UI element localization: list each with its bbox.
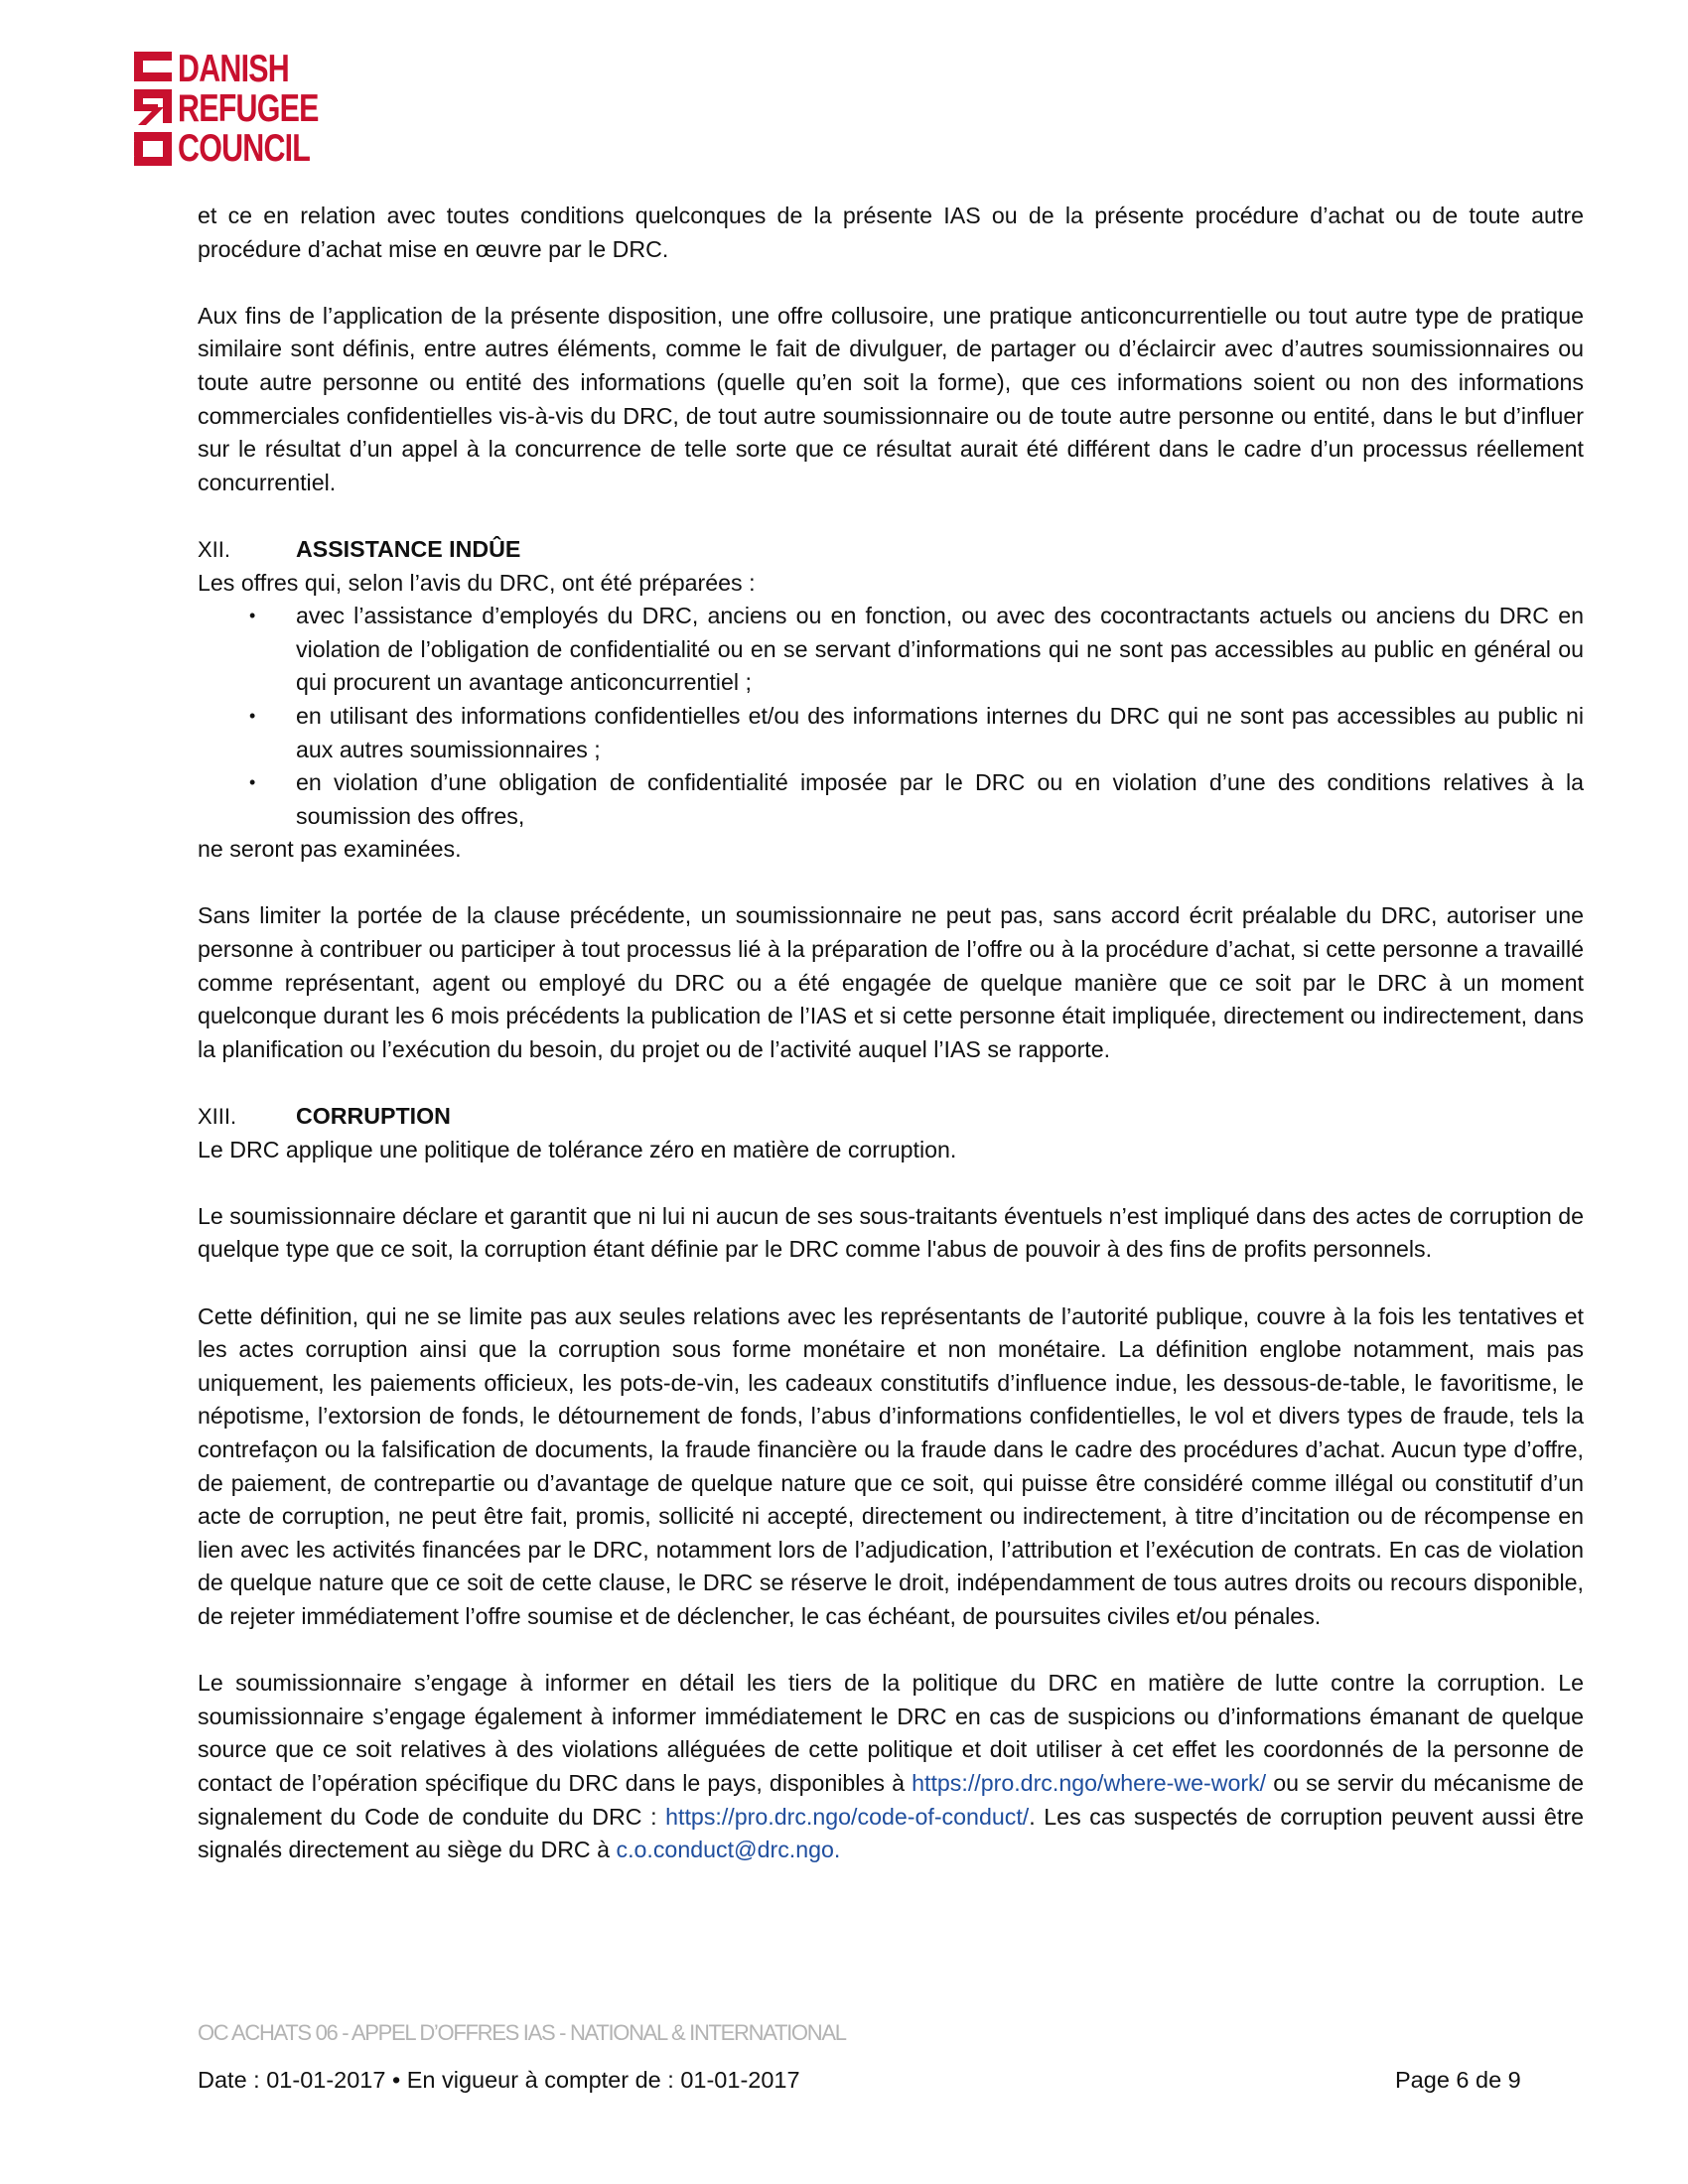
drc-logo [132,50,341,169]
paragraph: Le DRC applique une politique de tolérance zéro en matière de corruption. [198,1136,957,1162]
paragraph: Les offres qui, selon l’avis du DRC, ont été préparées : [198,569,756,596]
paragraph: Aux fins de l’application de la présente disposition, une offre collusoire, une pratique anticoncurrentielle ou tout autre type de pratique similaire sont définis, entre autres éléments, comme le fait de divulguer, de partager ou d’éclaircir avec d’autres soumissionnaires ou toute autre personne ou entité des informations (quelle qu’en soit la forme), que ces informations soient ou non des informations commerciales confidentielles vis-à-vis du DRC, de tout autre soumissionnaire ou de toute autre personne ou entité, dans le but d’influer sur le résultat d’un appel à la concurrence de telle sorte que ce résultat aurait été différent dans le cadre d’un processus réellement concurrentiel. [198,302,1584,495]
paragraph: et ce en relation avec toutes conditions quelconques de la présente IAS ou de la présente procédure d’achat ou de toute autre procédure d’achat mise en œuvre par le DRC. [198,203,1584,262]
bullet-icon: • [249,772,256,793]
document-body [198,200,1584,1900]
paragraph: ne seront pas examinées. [198,836,462,863]
paragraph: Sans limiter la portée de la clause précédente, un soumissionnaire ne peut pas, sans accord écrit préalable du DRC, autoriser une personne à contribuer ou participer à tout processus lié à la préparation de l’offre ou à la procédure d’achat, si cette personne a travaillé comme représentant, agent ou employé du DRC ou a été engagée de quelque manière que ce soit par le DRC à un moment quelconque durant les 6 mois précédents la publication de l’IAS et si cette personne était impliquée, directement ou indirectement, dans la planification ou l’exécution du besoin, du projet ou de l’activité auquel l’IAS se rapporte. [198,902,1584,1062]
paragraph: Le soumissionnaire s’engage à informer en détail les tiers de la politique du DRC en matière de lutte contre la corruption. Le soumissionnaire s’engage également à informer immédiatement le DRC en cas de suspicions ou d’informations émanant de quelque source que ce soit relatives à des violations alléguées de cette politique et doit utiliser à cet effet les coordonnés de la personne de contact de l’opération spécifique du DRC dans le pays, disponibles à https://pro.drc.ngo/where-we-work/ ou se servir du mécanisme de signalement du Code de conduite du DRC : https://pro.drc.ngo/code-of-conduct/. Les cas suspectés de corruption peuvent aussi être signalés directement au siège du DRC à c.o.conduct@drc.ngo. [198,1670,1585,1863]
footer-document-label: OC ACHATS 06 - APPEL D’OFFRES IAS - NATIONAL & INTERNATIONAL [198,2020,846,2045]
footer-date: Date : 01-01-2017 • En vigueur à compter de : 01-01-2017 [198,2067,800,2093]
section-title: CORRUPTION [296,1103,451,1130]
section-heading-xiii [198,1100,1584,1134]
footer-page-number: Page 6 de 9 [1395,2067,1521,2093]
paragraph: Le soumissionnaire déclare et garantit que ni lui ni aucun de ses sous-traitants éventuels n’est impliqué dans des actes de corruption de quelque type que ce soit, la corruption étant définie par le DRC comme l'abus de pouvoir à des fins de profits personnels. [198,1202,1584,1263]
section-number: XIII. [198,1104,237,1130]
where-we-work-link[interactable]: https://pro.drc.ngo/where-we-work/ [912,1769,1267,1796]
bullet-icon: • [249,606,256,626]
bullet-list [198,600,1584,833]
paragraph: Cette définition, qui ne se limite pas aux seules relations avec les représentants de l’autorité publique, couvre à la fois les tentatives et les actes corruption ainsi que la corruption sous forme monétaire et non monétaire. La définition englobe notamment, mais pas uniquement, les paiements officieux, les pots-de-vin, les cadeaux constitutifs d’influence indue, les dessous-de-table, le favoritisme, le népotisme, l’extorsion de fonds, le détournement de fonds, l’abus d’informations confidentielles, le vol et divers types de fraude, tels la contrefaçon ou la falsification de documents, la fraude financière ou la fraude dans le cadre des procédures d’achat. Aucun type d’offre, de paiement, de contrepartie ou d’avantage de quelque nature que ce soit, qui puisse être considéré comme illégal ou constitutif d’un acte de corruption, ne peut être fait, promis, sollicité ni accepté, directement ou indirectement, à titre d’incitation ou de récompense en lien avec les activités financées par le DRC, notamment lors de l’adjudication, l’attribution et l’exécution de contrats. En cas de violation de quelque nature que ce soit de cette clause, le DRC se réserve le droit, indépendamment de tous autres droits ou recours disponible, de rejeter immédiatement l’offre soumise et de déclencher, le cas échéant, de poursuites civiles et/ou pénales. [198,1302,1584,1629]
list-item: • en violation d’une obligation de confidentialité imposée par le DRC ou en violation d’une des conditions relatives à la soumission des offres, [198,766,1584,833]
conduct-email-link[interactable]: c.o.conduct@drc.ngo. [616,1837,841,1863]
list-item: • avec l’assistance d’employés du DRC, anciens ou en fonction, ou avec des cocontractants actuels ou anciens du DRC en violation de l’obligation de confidentialité ou en se servant d’informations qui ne sont pas accessibles au public en général ou qui procurent un avantage anticoncurrentiel ; [198,600,1584,700]
section-number: XII. [198,536,231,562]
list-item: • en utilisant des informations confidentielles et/ou des informations internes du DRC qui ne sont pas accessibles au public ni aux autres soumissionnaires ; [198,700,1584,766]
logo-word-danish: DANISH [178,48,289,90]
code-of-conduct-link[interactable]: https://pro.drc.ngo/code-of-conduct/ [665,1803,1030,1830]
logo-word-refugee: REFUGEE [178,87,319,130]
logo-word-council: COUNCIL [178,127,311,170]
bullet-icon: • [249,705,256,726]
section-title: ASSISTANCE INDÛE [296,535,521,562]
section-heading-xii [198,533,1584,567]
drc-logo-mark [132,50,174,167]
